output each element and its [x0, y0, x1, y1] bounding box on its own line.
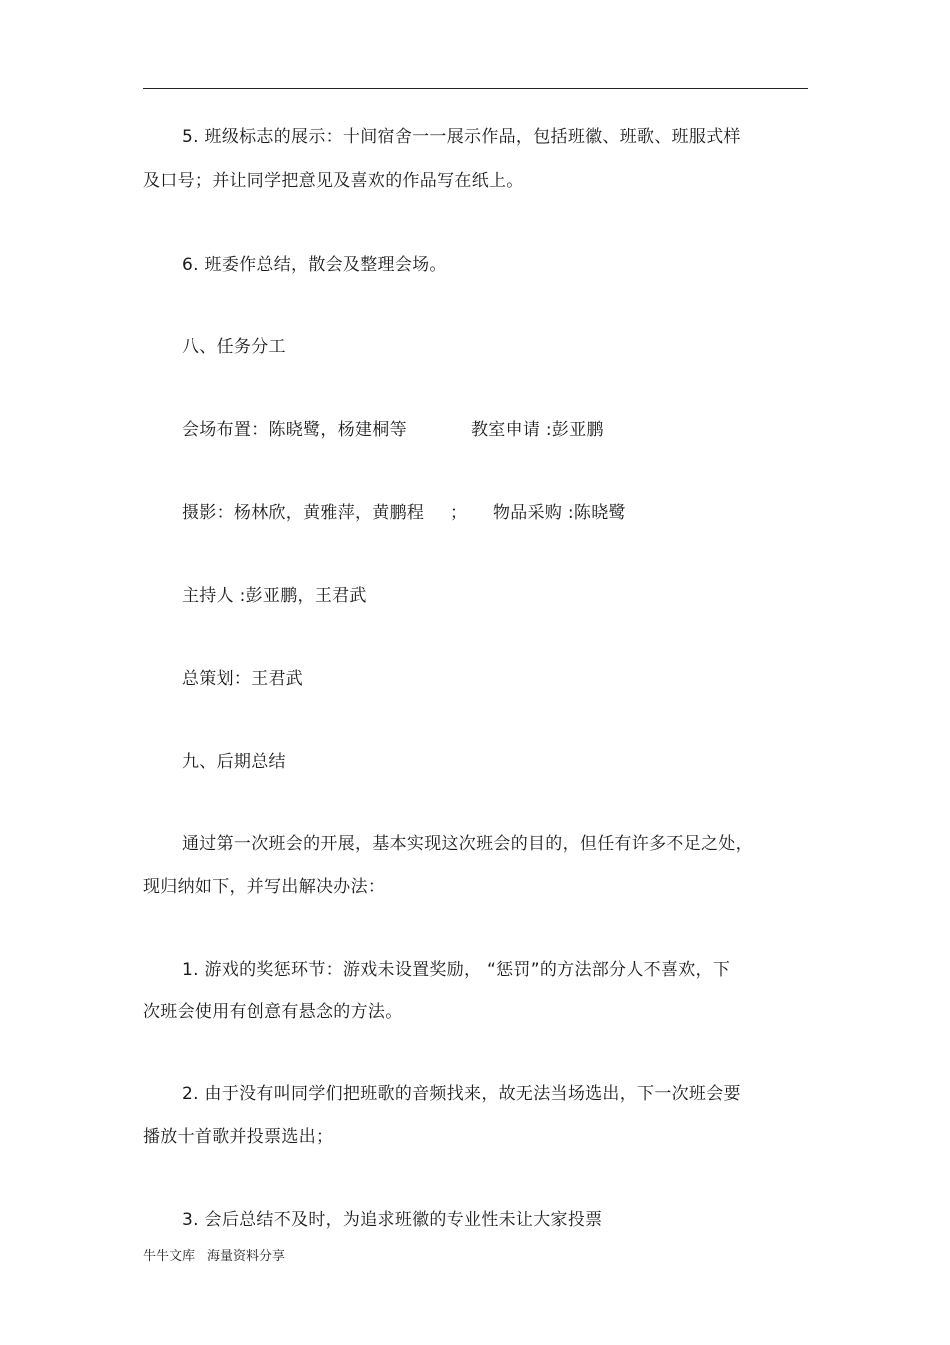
footer-tagline: 海量资料分享 — [207, 1249, 286, 1264]
section5-line1: 5. 班级标志的展示：十间宿舍一一展示作品，包括班徽、班歌、班服式样 — [182, 127, 741, 147]
item3-line1: 3. 会后总结不及时，为追求班徽的专业性未让大家投票 — [182, 1210, 603, 1230]
footer — [143, 1248, 285, 1266]
task-planner: 总策划：王君武 — [182, 669, 304, 689]
heading-post-summary: 九、后期总结 — [182, 752, 286, 772]
section6-line: 6. 班委作总结，散会及整理会场。 — [182, 255, 447, 275]
header-rule — [143, 88, 808, 89]
item1-line1: 1. 游戏的奖惩环节：游戏未设置奖励， “惩罚”的方法部分人不喜欢，下 — [182, 960, 731, 980]
footer-site-name: 牛牛文库 — [143, 1249, 196, 1264]
intro-line2: 现归纳如下，并写出解决办法： — [143, 877, 386, 897]
intro-line1: 通过第一次班会的开展，基本实现这次班会的目的，但任有许多不足之处， — [182, 834, 753, 854]
task-venue: 会场布置：陈晓鹭，杨建桐等 — [182, 420, 407, 440]
heading-task-assignment: 八、任务分工 — [182, 337, 286, 357]
task-host: 主持人 :彭亚鹏，王君武 — [182, 586, 367, 606]
task-photo: 摄影：杨林欣，黄雅萍，黄鹏程 — [182, 503, 425, 523]
item2-line2: 播放十首歌并投票选出； — [143, 1127, 334, 1147]
item2-line1: 2. 由于没有叫同学们把班歌的音频找来，故无法当场选出，下一次班会要 — [182, 1084, 741, 1104]
task-purchase: 物品采购 :陈晓鹭 — [493, 503, 626, 523]
task-classroom: 教室申请 :彭亚鹏 — [471, 420, 604, 440]
section5-line2: 及口号；并让同学把意见及喜欢的作品写在纸上。 — [143, 171, 524, 191]
item1-line2: 次班会使用有创意有悬念的方法。 — [143, 1002, 403, 1022]
task-semicolon: ； — [450, 503, 468, 523]
